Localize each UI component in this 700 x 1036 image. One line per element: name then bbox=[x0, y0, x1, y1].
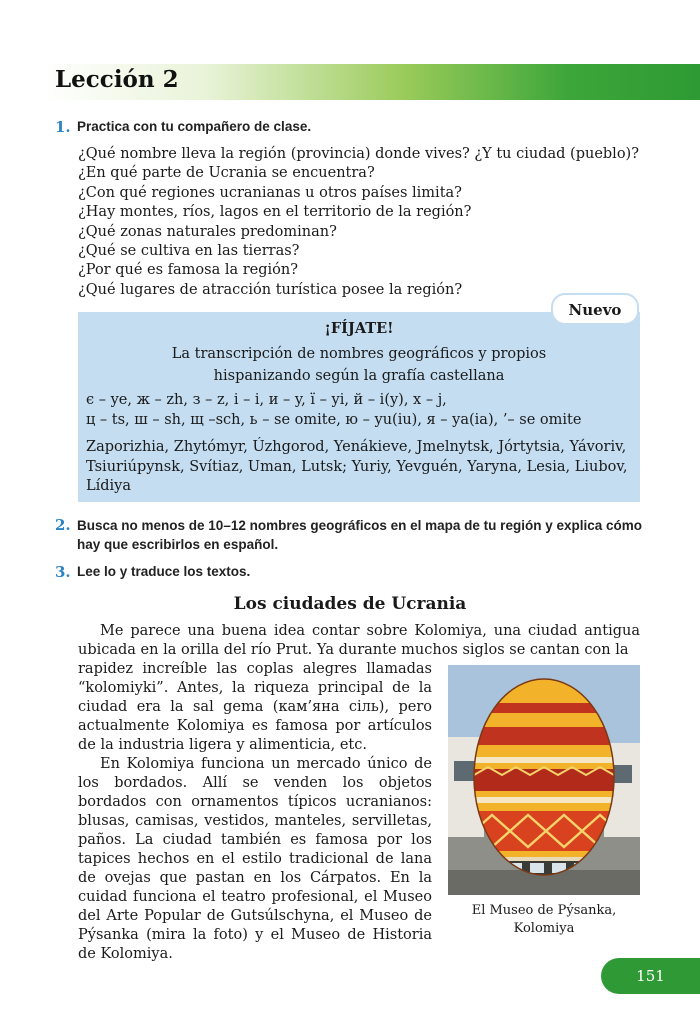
exercise-2-number: 2. bbox=[55, 516, 71, 534]
exercise-3-number: 3. bbox=[55, 563, 71, 581]
question-item: ¿Por qué es famosa la región? bbox=[78, 262, 299, 279]
question-item: ¿Qué zonas naturales predominan? bbox=[78, 223, 337, 240]
exercise-2-task: Busca no menos de 10–12 nombres geográficos en el mapa de tu región y explica cómo hay que escribirlos en español. bbox=[77, 518, 642, 552]
page-number-tab: 151 bbox=[601, 958, 700, 994]
photo-caption-line-1: El Museo de Pýsanka, bbox=[471, 903, 617, 918]
fijate-subtitle-2: hispanizando según la grafía castellana bbox=[213, 368, 505, 384]
transliteration-line-1: є – ye, ж – zh, з – z, і – i, и – y, ї – yi, й – i(y), х – j, bbox=[86, 392, 447, 408]
exercise-1-number: 1. bbox=[55, 118, 71, 136]
article-paragraph-1-top: Me parece una buena idea contar sobre Kolomiya, una ciudad antigua ubicada en la orilla del río Prut. Ya durante muchos siglos se cantan con la bbox=[78, 623, 640, 658]
article-paragraph-1-rest: rapidez increíble las coplas alegres llamadas “kolomiyki”. Antes, la riqueza principal de la ciudad era la sal gema (кам’яна сіль), pero actualmente Kolomiya es famosa por artículos de la industria ligera y alimenticia, etc. bbox=[78, 661, 432, 753]
photo-caption-line-2: Kolomiya bbox=[513, 921, 575, 936]
pysanka-museum-photo bbox=[448, 665, 640, 895]
article-title: Los ciudades de Ucrania bbox=[233, 594, 467, 614]
pysanka-egg-illustration bbox=[448, 665, 640, 895]
question-item: ¿Hay montes, ríos, lagos en el territorio de la región? bbox=[78, 204, 472, 221]
question-list bbox=[78, 145, 639, 300]
question-item: ¿Qué se cultiva en las tierras? bbox=[78, 243, 300, 260]
fijate-title: ¡FÍJATE! bbox=[324, 320, 394, 337]
question-item: ¿Con qué regiones ucranianas u otros países limita? bbox=[78, 184, 462, 201]
example-names: Zaporizhia, Zhytómyr, Úzhgorod, Yenákieve, Jmelnytsk, Jórtytsia, Yávoriv, Tsiuriúpynsk, Svítiaz, Uman, Lutsk; Yuriy, Yevguén, Yaryna, Lesia, Liubov, Lídiya bbox=[86, 439, 628, 494]
transliteration-line-2: ц – ts, ш – sh, щ –sch, ь – se omite, ю – yu(iu), я – ya(ia), ’– se omite bbox=[86, 412, 582, 428]
fijate-subtitle-1: La transcripción de nombres geográficos y propios bbox=[171, 346, 547, 362]
question-item: ¿En qué parte de Ucrania se encuentra? bbox=[78, 165, 375, 182]
photo-caption bbox=[448, 902, 640, 938]
exercise-3-task: Lee lo y traduce los textos. bbox=[77, 564, 251, 579]
question-item: ¿Qué nombre lleva la región (provincia) donde vives? ¿Y tu ciudad (pueblo)? bbox=[78, 146, 639, 162]
exercise-1-task: Practica con tu compañero de clase. bbox=[77, 119, 312, 134]
question-item: ¿Qué lugares de atracción turística posee la región? bbox=[78, 281, 463, 298]
lesson-title: Lección 2 bbox=[55, 66, 179, 93]
article-paragraph-2: En Kolomiya funciona un mercado único de los bordados. Allí se venden los objetos bordados con ornamentos típicos ucranianos: blusas, camisas, vestidos, manteles, servilletas, paños. La ciudad también es famosa por los tapices hechos en el estilo tradicional de lana de ovejas que pastan en los Cárpatos. En la cuidad funciona el teatro profesional, el Museo del Arte Popular de Gutsúlschyna, el Museo de Pýsanka (mira la foto) y el Museo de Historia de Kolomiya. bbox=[78, 756, 432, 962]
nuevo-badge: Nuevo bbox=[551, 293, 639, 325]
